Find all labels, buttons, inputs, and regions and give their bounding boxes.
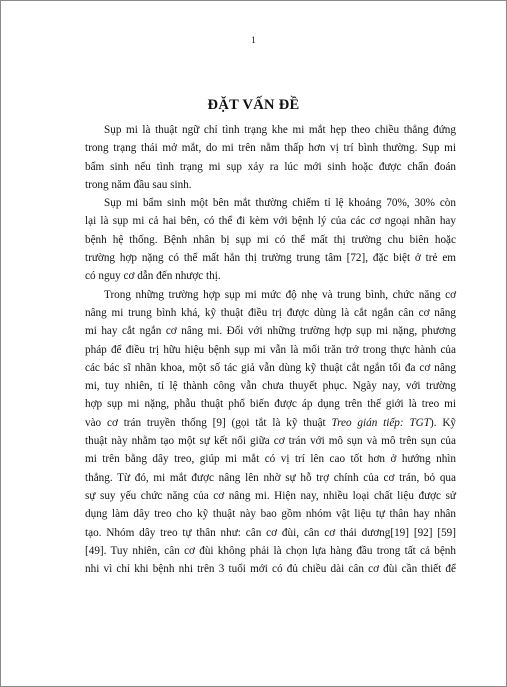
text-line-content: vào cơ trán truyền thống [9] (gọi tắt là kỹ thuật (85, 416, 332, 429)
text-line-content: mi, tuy nhiên, tỉ lệ thành công vẫn chưa thuyết phục. Ngày nay, với trường (85, 380, 456, 393)
text-line (85, 524, 456, 542)
text-line (85, 286, 456, 304)
text-line-content: trong năm đầu sau sinh. (85, 178, 192, 191)
text-line-content: nâng mi trung bình khá, kỹ thuật điều trị được dùng là cắt ngắn cân cơ nâng (85, 306, 456, 319)
text-line-content: lại là sụp mi cả hai bên, có thể đi kèm với bệnh lý của các cơ ngoại nhãn hay (85, 215, 456, 228)
text-line (85, 212, 456, 230)
text-line (85, 121, 456, 139)
text-line-content: [49]. Tuy nhiên, cân cơ đùi không phải là chọn lựa hàng đầu trong tất cả bệnh (85, 544, 456, 557)
text-line (85, 158, 456, 176)
text-line (85, 450, 456, 468)
text-line-content: Sụp mi là thuật ngữ chỉ tình trạng khe mi mắt hẹp theo chiều thẳng đứng (104, 124, 456, 136)
text-line (85, 249, 456, 267)
page-number: 1 (251, 35, 256, 45)
text-line (85, 395, 456, 413)
text-line-content: mi trên bằng dây treo, giúp mi mắt có vị trí lên cao tốt hơn ở hướng nhìn (85, 453, 456, 466)
text-line-content: bệnh hệ thống. Bệnh nhân bị sụp mi có thể mất thị trường chu biên hoặc (85, 233, 456, 246)
text-line (85, 267, 456, 285)
text-line-content: tạo. Nhóm dây treo tự thân như: cân cơ đùi, cân cơ thái dương[19] [92] [59] (85, 526, 456, 539)
text-line (85, 469, 456, 487)
text-line (85, 176, 456, 194)
text-line-content: Sụp mi bẩm sinh một bên mắt thường chiếm tỉ lệ khoảng 70%, 30% còn (104, 197, 456, 210)
text-line (85, 432, 456, 450)
text-line (85, 341, 456, 359)
text-line-content: pháp để điều trị hữu hiệu bệnh sụp mi vẫn là mối trăn trở trong thực hành của (85, 343, 456, 356)
text-line-content: sự suy yếu chức năng của cơ nâng mi. Hiện nay, nhiều loại chất liệu được sử (85, 489, 456, 502)
text-line (85, 139, 456, 157)
text-line-content: thẳng. Từ đó, mi mắt được nâng lên nhờ sự hỗ trợ chính của cơ trán, bỏ qua (85, 471, 456, 484)
text-line-content: hợp sụp mi nặng, phẫu thuật phổ biến được áp dụng trên thế giới là treo mi (85, 398, 456, 411)
italic-term: Treo gián tiếp: TGT (331, 416, 430, 429)
document-body (85, 121, 456, 578)
text-line (85, 194, 456, 212)
text-line-content: trường hợp nặng có thể mất hẳn thị trường trung tâm [72], đặc biệt ở trẻ em (85, 252, 456, 265)
page-title: ĐẶT VẤN ĐỀ (207, 97, 300, 113)
text-line (85, 542, 456, 560)
text-line-content: bẩm sinh nếu tình trạng mi sụp xảy ra lúc mới sinh hoặc được chẩn đoán (85, 160, 456, 173)
text-line-content: mi hay cắt ngắn cơ nâng mi. Đối với những trường hợp sụp mi nặng, phương (85, 325, 456, 338)
text-line-content: thuật này nhằm tạo một sự kết nối giữa cơ trán với mô sụn và mô trên sụn của (85, 435, 456, 448)
text-line-tail: ). Kỹ (429, 416, 456, 429)
text-line-content: Trong những trường hợp sụp mi mức độ nhẹ và trung bình, chức năng cơ (104, 288, 456, 301)
text-line (85, 322, 456, 340)
text-line-content: nhi vì chỉ khi bệnh nhi trên 3 tuổi mới có đủ chiều dài cân cơ đùi cần thiết để (85, 563, 456, 576)
text-line (85, 377, 456, 395)
text-line (85, 505, 456, 523)
text-line-content: dụng làm dây treo cho kỹ thuật này bao gồm nhóm vật liệu tự thân hay nhân (85, 508, 456, 521)
text-line (85, 231, 456, 249)
text-line-content: các bác sĩ nhãn khoa, một số tác giả vẫn dùng kỹ thuật cắt ngắn tối đa cơ nâng (85, 361, 456, 374)
text-line (85, 359, 456, 377)
text-line-content: trong trạng thái mở mắt, do mi trên nằm thấp hơn vị trí bình thường. Sụp mi (85, 142, 456, 155)
text-line (85, 304, 456, 322)
text-line (85, 414, 456, 432)
text-line-content: có nguy cơ dẫn đến nhược thị. (85, 270, 221, 283)
text-line (85, 487, 456, 505)
text-line (85, 560, 456, 578)
